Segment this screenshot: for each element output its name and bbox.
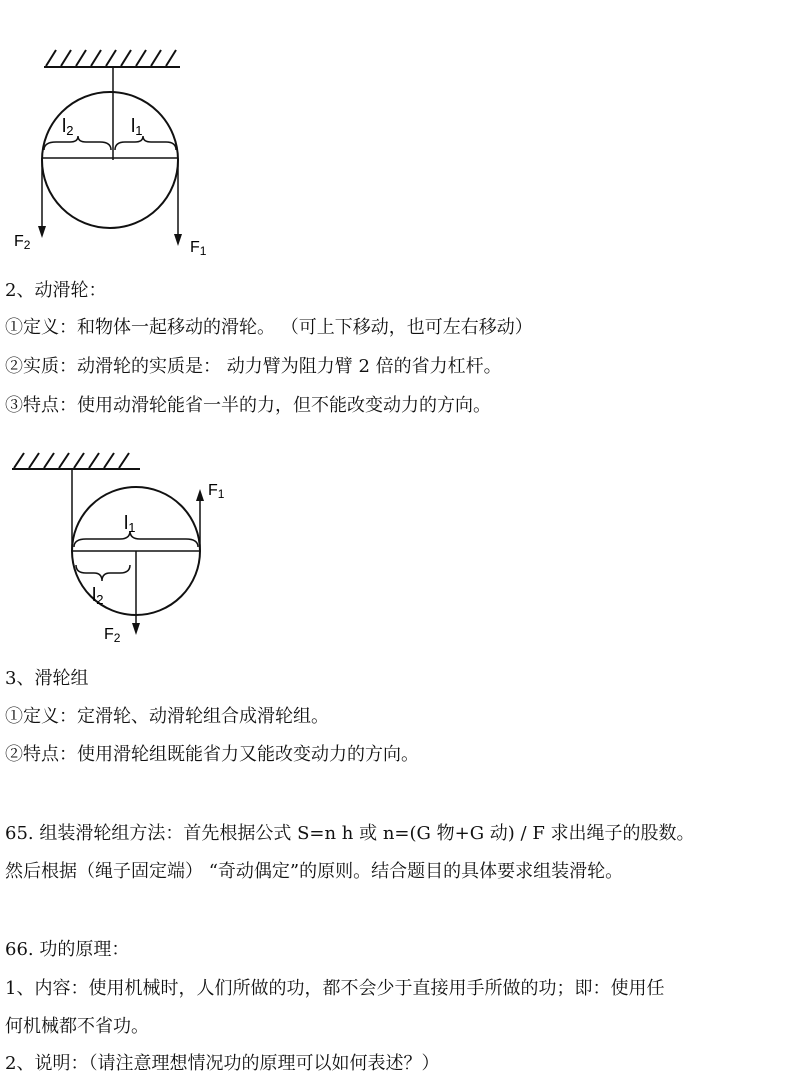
label-f2: F2 (104, 626, 121, 645)
label-f1: F1 (208, 482, 225, 501)
label-l2: l2 (92, 585, 104, 607)
item66-title: 66. 功的原理： (5, 939, 130, 960)
label-l1: l1 (124, 513, 136, 535)
pulley-block-title: 3、滑轮组 (5, 668, 89, 689)
brace-l2 (44, 136, 111, 150)
moving-pulley-title: 2、动滑轮： (5, 280, 107, 301)
pulley-block-definition: ①定义：定滑轮、动滑轮组合成滑轮组。 (5, 706, 329, 727)
item66-content-line2: 何机械都不省功。 (5, 1016, 149, 1037)
moving-pulley-diagram (0, 445, 240, 645)
arrow-f2 (132, 623, 140, 635)
moving-pulley-essence: ②实质：动滑轮的实质是： 动力臂为阻力臂 2 倍的省力杠杆。 (5, 356, 502, 377)
pulley-wheel (42, 92, 178, 228)
brace-l2 (76, 565, 130, 581)
arrow-f1 (174, 234, 182, 246)
item65-line1: 65. 组装滑轮组方法：首先根据公式 S=n h 或 n=(G 物+G 动) / F 求出绳子的股数。 (5, 823, 695, 844)
item65-line2: 然后根据（绳子固定端） “奇动偶定”的原则。结合题目的具体要求组装滑轮。 (5, 861, 624, 882)
label-f2: F2 (14, 233, 31, 252)
brace-l1 (74, 531, 198, 547)
brace-l1 (115, 136, 176, 150)
item66-note: 2、说明：（请注意理想情况功的原理可以如何表述？） (5, 1053, 440, 1074)
arrow-f2 (38, 226, 46, 238)
item66-content-line1: 1、内容：使用机械时，人们所做的功，都不会少于直接用手所做的功；即：使用任 (5, 978, 665, 999)
moving-pulley-feature: ③特点：使用动滑轮能省一半的力，但不能改变动力的方向。 (5, 395, 491, 416)
label-f1: F1 (190, 239, 207, 258)
ceiling-hatching (44, 50, 180, 67)
moving-pulley-definition: ①定义：和物体一起移动的滑轮。 （可上下移动，也可左右移动） (5, 317, 533, 338)
pulley-block-feature: ②特点：使用滑轮组既能省力又能改变动力的方向。 (5, 744, 419, 765)
label-l2: l2 (62, 116, 74, 138)
ceiling-hatching (12, 453, 140, 469)
label-l1: l1 (131, 116, 143, 138)
arrow-f1 (196, 489, 204, 501)
fixed-pulley-diagram (10, 40, 210, 265)
